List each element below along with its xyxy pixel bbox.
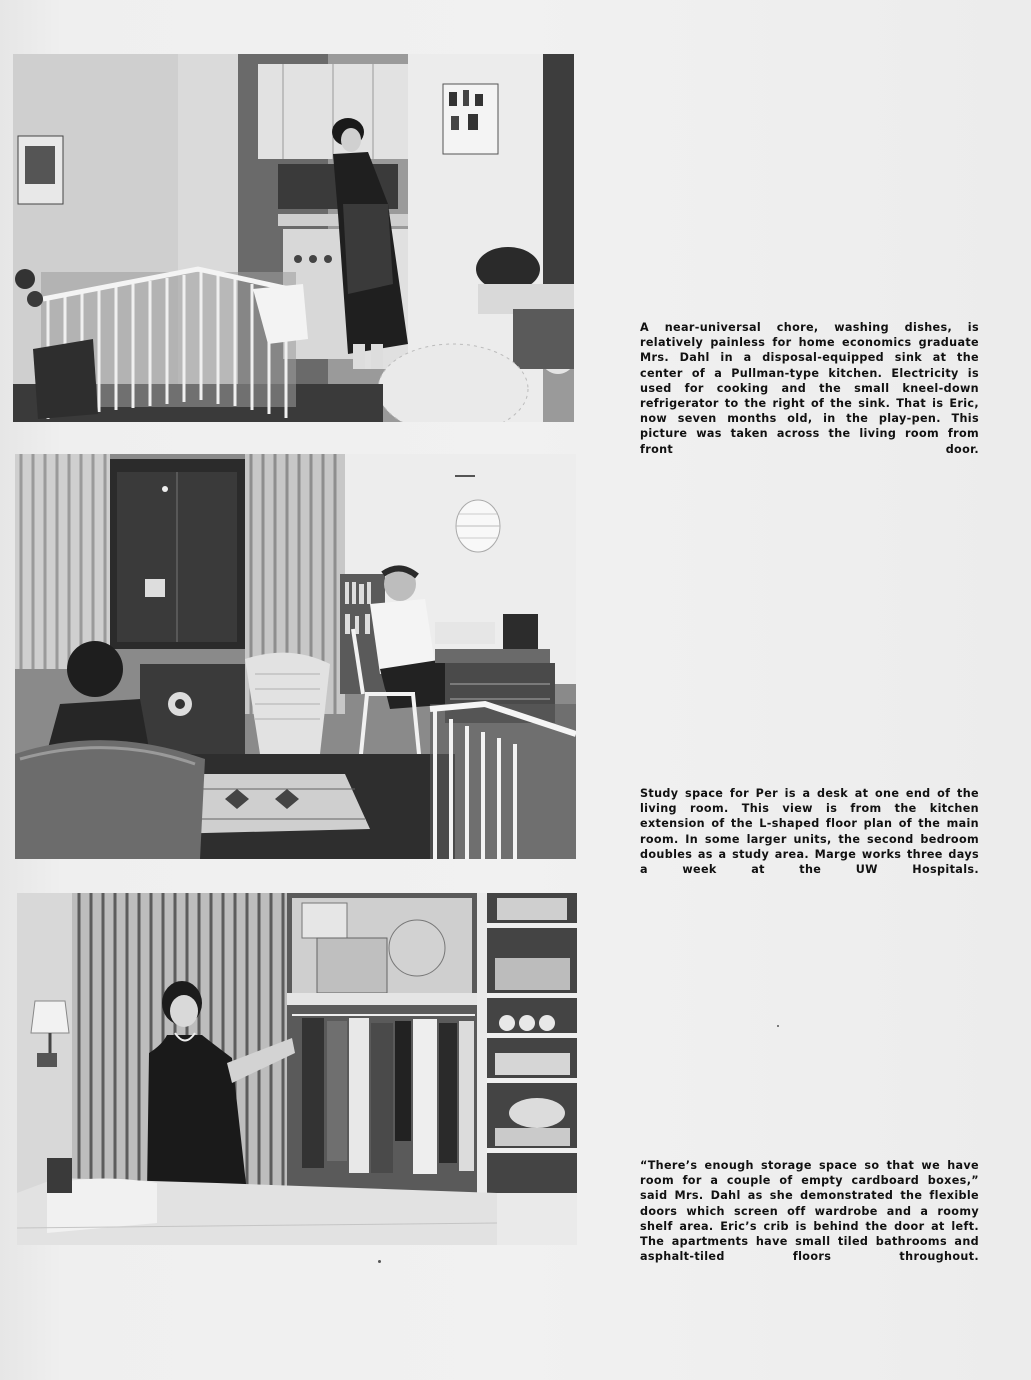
closet-caption: “There’s enough storage space so that we have room for a couple of empty cardboard boxes,” said Mrs. Dahl as she demonstrated the flexible doors which screen off wardrobe and a roomy shelf area. Eric’s crib is behind the door at left. The apartments have small tiled bathrooms and asphalt-tiled floors throughout. <box>640 1159 979 1264</box>
study-caption: Study space for Per is a desk at one end of the living room. This view is from the kitchen extension of the L-shaped floor plan of the main room. In some larger units, the second bedroom doubles as a study area. Marge works three days a week at the UW Hospitals. <box>640 787 979 877</box>
study-photo <box>15 454 576 859</box>
print-speck <box>378 1260 381 1263</box>
photo-closet-icon <box>17 893 577 1245</box>
kitchen-photo <box>13 54 574 422</box>
closet-photo <box>17 893 577 1245</box>
photo-study-icon <box>15 454 576 859</box>
kitchen-caption: A near-universal chore, washing dishes, is relatively painless for home economics graduate Mrs. Dahl in a disposal-equipped sink at the center of a Pullman-type kitchen. Electricity is used for cooking and the small kneel-down refrigerator to the right of the sink. That is Eric, now seven months old, in the play-pen. This picture was taken across the living room from front door. <box>640 321 979 456</box>
print-speck <box>777 1025 779 1027</box>
photo-kitchen-icon <box>13 54 574 422</box>
